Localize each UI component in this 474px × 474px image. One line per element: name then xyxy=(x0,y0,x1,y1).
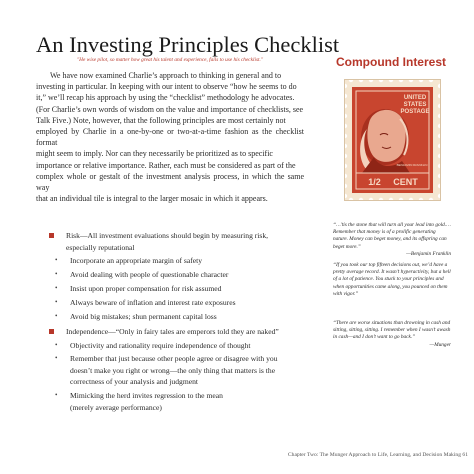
intro-line: Talk Five.) Note, however, that the following principles are most certainly not xyxy=(36,115,286,125)
bullet-dot-icon: • xyxy=(55,297,58,306)
risk-subitems xyxy=(40,255,310,322)
list-item-text: Insist upon proper compensation for risk assumed xyxy=(70,283,222,293)
bullet-dot-icon: • xyxy=(55,283,58,292)
list-item-text: Remember that just because other people agree or disagree with you xyxy=(70,354,278,364)
epigraph: "He wise pilot, so matter how great his talent and experience, fails to use his checklist." xyxy=(76,57,264,63)
munger-quote xyxy=(333,320,451,349)
quote-text: “…’tis the stone that will turn all your lead into gold.… Remember that money is of a prolific generating nature. Money can beget money, and its offspring can beget more.” xyxy=(333,222,451,250)
patience-quote xyxy=(333,262,451,298)
intro-line: (For Charlie’s own words of wisdom on the value and importance of checklists, see xyxy=(36,104,304,114)
bullet-dot-icon: • xyxy=(55,354,58,363)
list-item-text: Always beware of inflation and interest rate exposures xyxy=(70,297,236,307)
bullet-dot-icon: • xyxy=(55,256,58,264)
intro-line: We have now examined Charlie’s approach to thinking in general and to xyxy=(50,71,282,80)
list-item-cont: (merely average performance) xyxy=(70,402,162,412)
bullet-dot-icon: • xyxy=(55,311,58,320)
checklist-item-cont: especially reputational xyxy=(66,242,135,252)
stamp-country: UNITED STATES POSTAGE xyxy=(400,95,430,115)
stamp-denomination: 1/2 CENT xyxy=(368,177,418,187)
list-item xyxy=(40,255,310,267)
checklist-item-head: Independence—“Only in fairy tales are emperors told they are naked” xyxy=(66,327,279,337)
quote-attribution: —Benjamin Franklin xyxy=(406,250,451,257)
list-item-text: Avoid big mistakes; shun permanent capital loss xyxy=(70,311,217,321)
list-item-cont: doesn’t make you right or wrong—the only thing that matters is the correctness of your analysis and judgment xyxy=(70,365,276,387)
square-bullet-icon xyxy=(49,233,54,238)
stamp-name: BENJAMIN FRANKLIN xyxy=(396,163,428,167)
intro-line: that an individual tile is integral to the larger mosaic in which it appears. xyxy=(36,194,268,204)
checklist-item-head: Risk—All investment evaluations should begin by measuring risk, xyxy=(66,231,269,240)
stamp-face xyxy=(352,87,433,193)
list-item xyxy=(40,340,310,352)
list-item xyxy=(40,297,310,309)
quote-text: “There are worse situations than drowning in cash and sitting, sitting, sitting. I remember when I wasn’t awash in cash—and I don’t want to go back.” xyxy=(333,320,451,341)
franklin-stamp xyxy=(345,80,440,200)
bullet-dot-icon: • xyxy=(55,340,58,349)
list-item-text: Objectivity and rationality require independence of thought xyxy=(70,340,251,350)
intro-paragraph xyxy=(36,70,304,204)
list-item-text: Incorporate an appropriate margin of safety xyxy=(70,256,203,265)
square-bullet-icon xyxy=(49,329,54,334)
sidebar-heading: Compound Interest xyxy=(336,55,446,69)
intro-line: it,” we’ll recap his approach by using the “checklist” methodology he advocates. xyxy=(36,93,295,103)
checklist xyxy=(40,230,310,417)
list-item xyxy=(40,353,310,388)
intro-line: investing in particular. In keeping with our intent to observe “how he seems to do xyxy=(36,82,297,92)
list-item-text: Avoid dealing with people of questionable character xyxy=(70,269,229,279)
quote-text: “If you took our top fifteen decisions out, we’d have a pretty average record. It wasn’t hyperactivity, but a hell of a lot of patience. You stuck to your principles and when opportunities came along, you pounced on them with vigor.” xyxy=(333,262,451,297)
intro-line: importance or relative importance. Rather, each must be considered as part of the xyxy=(36,160,296,170)
list-item xyxy=(40,269,310,281)
page-title: An Investing Principles Checklist xyxy=(36,32,340,57)
checklist-item-independence xyxy=(40,326,310,338)
list-item xyxy=(40,283,310,295)
page-footer: Chapter Two: The Munger Approach to Life, Learning, and Decision Making 61 xyxy=(287,452,468,458)
franklin-quote xyxy=(333,222,451,258)
list-item xyxy=(40,311,310,323)
intro-line: employed by Charlie in a one-by-one or two-at-a-time fashion as the checklist format xyxy=(36,127,304,148)
list-item-text: Mimicking the herd invites regression to the mean xyxy=(70,391,223,401)
intro-line: might seem to imply. Nor can they necessarily be prioritized as to specific xyxy=(36,149,273,159)
bullet-dot-icon: • xyxy=(55,269,58,278)
intro-line: complex whole or gestalt of the investment analysis process, in which the same way xyxy=(36,171,304,193)
independence-subitems xyxy=(40,340,310,414)
quote-attribution: —Munger xyxy=(429,341,451,348)
bullet-dot-icon: • xyxy=(55,391,58,400)
checklist-item-risk xyxy=(40,230,310,253)
list-item xyxy=(40,390,310,413)
